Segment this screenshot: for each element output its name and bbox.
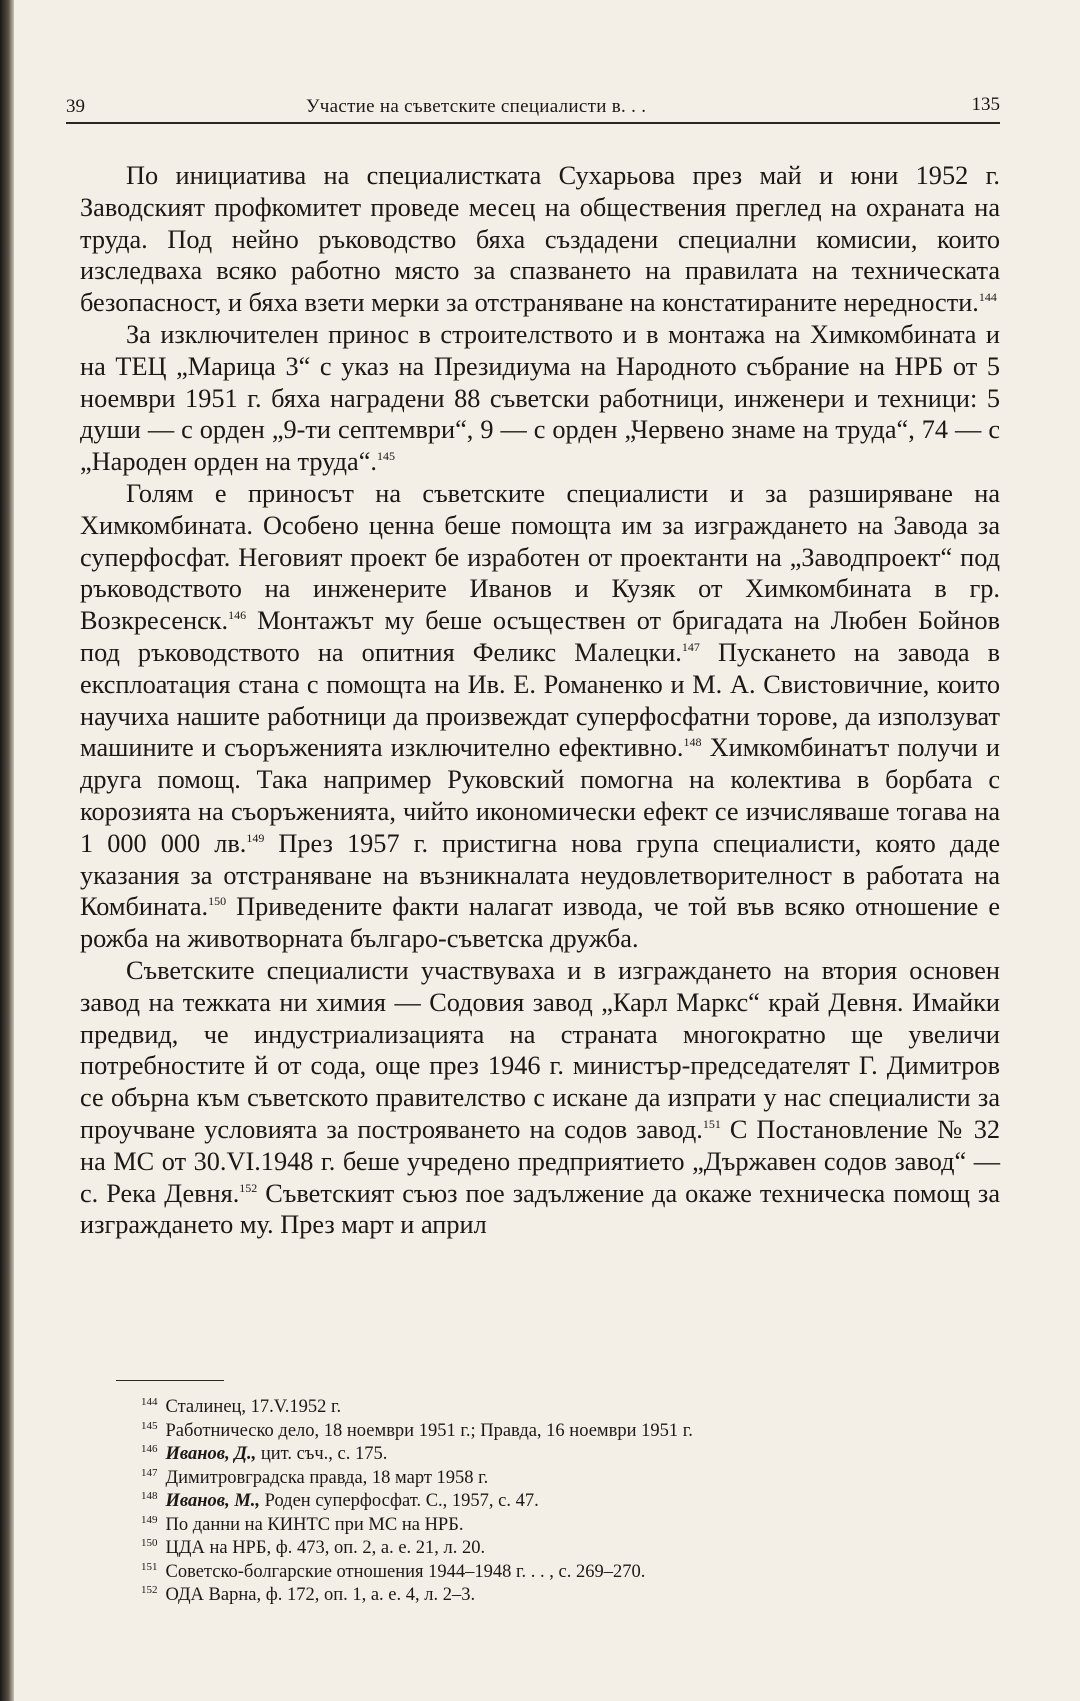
paragraph-text: За изключителен принос в строителството и в монтажа на Химкомбината и на ТЕЦ „Марица 3“ с указ на Президиума на Народното събрание на НРБ от 5 ноември 1951 г. бяха наградени 88 съветски работници, инженери и техници: 5 души — с орден „9-ти септември“, 9 — с орден „Червено знаме на труда“, 74 — с „Народен орден на труда“. — [80, 319, 1000, 477]
footnote-text: Советско-болгарские отношения 1944–1948 г. . . , с. 269–270. — [165, 1561, 646, 1582]
footnote-number: 145 — [141, 1419, 158, 1432]
footnote-author: Иванов, М., — [165, 1491, 261, 1511]
footnote-ref[interactable]: 146 — [228, 608, 247, 623]
footnote-text: Сталинец, 17.V.1952 г. — [165, 1397, 342, 1417]
running-title: Участие на съветските специалисти в. . . — [306, 96, 647, 117]
header-left-number: 39 — [66, 96, 85, 117]
paragraph-text: Приведените факти налагат извода, че той във всяко отношение е рожба на животворната българо-съветска дружба. — [80, 892, 1000, 954]
footnote — [141, 1561, 1001, 1585]
footnote-number: 151 — [141, 1560, 158, 1573]
footnote — [141, 1514, 1001, 1538]
paragraph-text: Химкомбинатът получи и друга помощ. Така например Руковский помогна на колектива в борбата с корозията на съоръженията, чийто икономически ефект се изчисляваше тогава на 1 000 000 лв. — [80, 733, 1000, 858]
paragraph — [80, 955, 1000, 1241]
paragraph-text: Голям е приносът на съветските специалисти и за разширяване на Химкомбината. Особено ценна беше помощта им за изграждането на Завода за суперфосфат. Неговият проект бе изработен от проектанти на „Заводпроект“ под ръководството на инженерите Иванов и Кузяк от Химкомбината в гр. Возкресенск. — [80, 478, 1000, 636]
footnote-ref[interactable]: 144 — [978, 290, 997, 305]
footnote-number: 149 — [141, 1513, 158, 1526]
footnote-ref[interactable]: 151 — [702, 1116, 721, 1131]
paragraph — [80, 160, 1000, 319]
footnote-text: Роден суперфосфат. С., 1957, с. 47. — [260, 1491, 539, 1511]
footnote-text: По данни на КИНТС при МС на НРБ. — [165, 1514, 464, 1535]
footnote-ref[interactable]: 145 — [376, 449, 395, 464]
footnote-number: 150 — [141, 1537, 158, 1549]
footnote-text: цит. съч., с. 175. — [256, 1444, 388, 1464]
footnote-text: Работническо дело, 18 ноември 1951 г.; Правда, 16 ноември 1951 г. — [165, 1420, 693, 1441]
footnote-ref[interactable]: 152 — [239, 1180, 258, 1195]
book-spine-shadow — [0, 0, 14, 1701]
footnote-ref[interactable]: 147 — [681, 639, 700, 654]
paragraph-text: През 1957 г. пристигна нова група специалисти, която даде указания за отстраняване на възникналата неудовлетворителност в работата на Комбината. — [80, 828, 1000, 922]
paragraph-text: По инициатива на специалистката Сухарьова през май и юни 1952 г. Заводският профкомитет проведе месец на обществения преглед на охраната на труда. Под нейно ръководство бяха създадени специални комисии, които изследваха всяко работно място за спазването на правилата на техническата безопасност, и бяха взети мерки за отстраняване на констатираните нередности. — [80, 161, 1000, 318]
footnote-number: 144 — [141, 1396, 158, 1408]
footnotes — [141, 1396, 1001, 1608]
main-text — [80, 160, 1000, 1241]
paragraph — [80, 319, 1000, 478]
paragraph-text: Съветският съюз пое задължение да окаже техническа помощ за изграждането му. През март и април — [80, 1178, 1000, 1240]
footnote-number: 148 — [141, 1490, 158, 1502]
footnote — [141, 1420, 1001, 1444]
footnote — [141, 1490, 1001, 1514]
paragraph-text: Монтажът му беше осъществен от бригадата на Любен Бойнов под ръководството на опитния Феликс Малецки. — [80, 606, 1000, 667]
footnote-ref[interactable]: 150 — [208, 894, 227, 909]
footnote-separator — [116, 1380, 224, 1381]
footnote — [141, 1396, 1001, 1420]
footnote — [141, 1443, 1001, 1467]
running-header — [66, 92, 1000, 124]
footnote-number: 146 — [141, 1443, 158, 1455]
paragraph-text: С Постановление № 32 на МС от 30.VI.1948 г. беше учредено предприятието „Държавен содов завод“ — с. Река Девня. — [80, 1114, 1000, 1208]
footnote — [141, 1537, 1001, 1561]
footnote — [141, 1584, 1001, 1608]
footnote-text: Димитровградска правда, 18 март 1958 г. — [165, 1467, 489, 1488]
footnote-number: 152 — [141, 1584, 158, 1596]
footnote-text: ОДА Варна, ф. 172, оп. 1, а. е. 4, л. 2–3. — [165, 1585, 476, 1605]
footnote-number: 147 — [141, 1466, 158, 1479]
footnote-ref[interactable]: 149 — [246, 830, 265, 845]
paragraph — [80, 478, 1000, 955]
paragraph-text: Съветските специалисти участвуваха и в изграждането на втория основен завод на тежката ни химия — Содовия завод „Карл Маркс“ край Девня. Имайки предвид, че индустриализацията на страната многократно ще увеличи потребностите й от сода, още през 1946 г. министър-председателят Г. Димитров се обърна към съветското правителство с искане да изпрати у нас специалисти за проучване условията за построяването на содов завод. — [80, 955, 1000, 1144]
page-number: 135 — [971, 94, 1000, 115]
footnote-ref[interactable]: 148 — [683, 735, 702, 750]
paragraph-text: Пускането на завода в експлоатация стана с помощта на Ив. Е. Романенко и М. А. Свистовичние, които научиха нашите работници да произвеждат суперфосфатни торове, да използуват машините и съоръженията изключително ефективно. — [80, 637, 1000, 763]
footnote-author: Иванов, Д., — [165, 1444, 257, 1464]
footnote-text: ЦДА на НРБ, ф. 473, оп. 2, а. е. 21, л. 20. — [165, 1538, 486, 1558]
footnote — [141, 1467, 1001, 1491]
